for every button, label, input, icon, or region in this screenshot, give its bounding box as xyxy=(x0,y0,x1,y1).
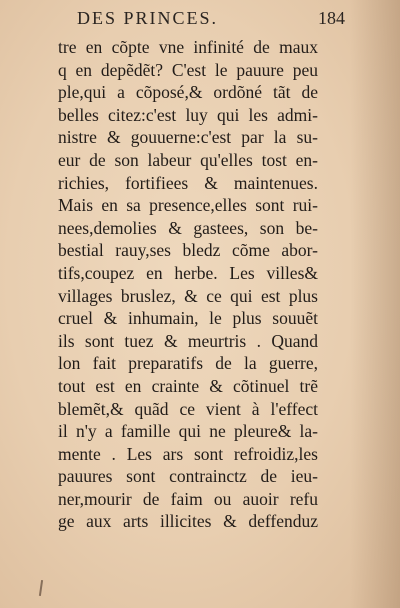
text-line: il n'y a famille qui ne pleure& la- xyxy=(58,421,318,442)
text-line: tout est en crainte & cõtinuel trẽ xyxy=(58,375,318,396)
text-line: nistre & gouuerne:c'est par la su- xyxy=(58,127,318,148)
text-line: tre en cõpte vne infinité de maux xyxy=(58,37,318,57)
body-text xyxy=(58,36,318,533)
page-number: 184 xyxy=(318,8,345,28)
page-header xyxy=(55,8,345,34)
text-line: Mais en sa presence,elles sont rui- xyxy=(58,195,318,216)
text-line: nees,demolies & gastees, son be- xyxy=(58,217,318,238)
text-line: lon fait preparatifs de la guerre, xyxy=(58,353,318,374)
text-line: tifs,coupez en herbe. Les villes& xyxy=(58,262,318,283)
text-line: pauures sont contrainctz de ieu- xyxy=(58,466,318,487)
text-line: ple,qui a cõposé,& ordõné tãt de xyxy=(58,82,318,103)
text-line: villages bruslez, & ce qui est plus xyxy=(58,285,318,306)
text-line: bestial rauy,ses bledz cõme abor- xyxy=(58,240,318,261)
text-line: eur de son labeur qu'elles tost en- xyxy=(58,149,318,170)
text-line: ner,mourir de faim ou auoir refu xyxy=(58,488,318,509)
page-edge-shadow xyxy=(350,0,400,608)
text-line: blemẽt,& quãd ce vient à l'effect xyxy=(58,398,318,419)
ink-mark xyxy=(39,580,43,596)
text-line: richies, fortifiees & maintenues. xyxy=(58,172,318,193)
text-line: cruel & inhumain, le plus souuẽt xyxy=(58,308,318,329)
text-line: belles citez:c'est luy qui les admi- xyxy=(58,104,318,125)
text-line: mente . Les ars sont refroidiz,les xyxy=(58,443,318,464)
text-line: ils sont tuez & meurtris . Quand xyxy=(58,330,318,351)
text-line: q en depẽdẽt? C'est le pauure peu xyxy=(58,59,318,80)
running-head: DES PRINCES. xyxy=(77,8,219,28)
text-line: ge aux arts illicites & deffenduz xyxy=(58,511,318,532)
